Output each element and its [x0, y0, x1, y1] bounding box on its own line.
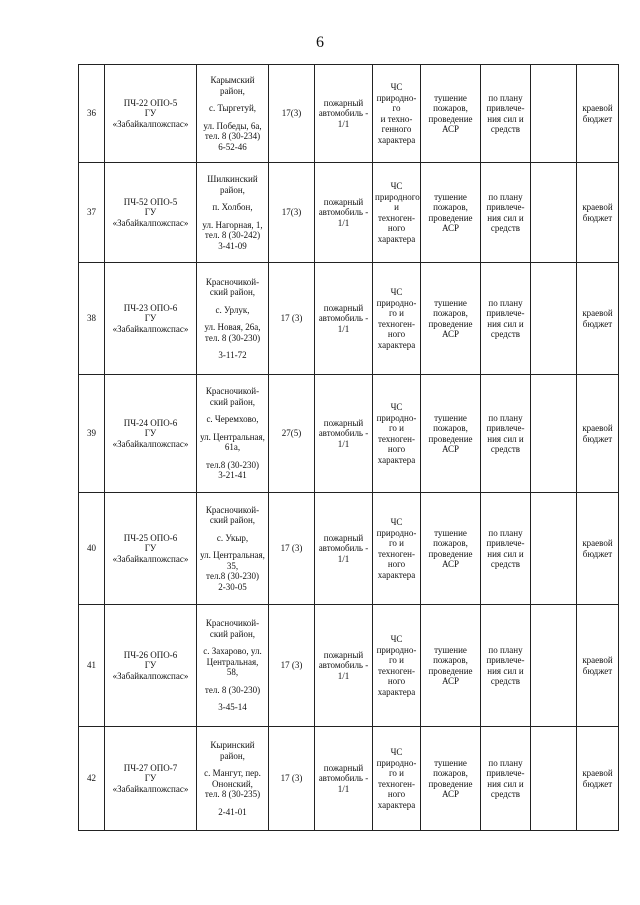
unit-address-line: Красночикой-	[205, 386, 260, 397]
unit-tasks-line: проведение	[428, 778, 473, 789]
unit-address-line: тел. 8 (30-234)	[204, 131, 261, 141]
emergency-type-line: ного	[387, 789, 406, 799]
unit-address-line: ский район,	[209, 396, 256, 407]
unit-address-line: тел. 8 (30-242)	[204, 230, 261, 240]
vehicle-info-line: 1/1	[337, 438, 350, 449]
row-number: 39	[79, 375, 105, 493]
row-number: 36	[79, 65, 105, 163]
unit-tasks	[421, 163, 481, 263]
deployment-plan-line: привлече-	[486, 308, 525, 318]
unit-address-line: с. Тыргетуй,	[208, 103, 257, 113]
funding-source-line: бюджет	[582, 212, 613, 223]
vehicle-info-line: пожарный	[323, 532, 364, 543]
emergency-type-line: ЧС	[390, 402, 403, 412]
unit-tasks-line: проведение	[428, 548, 473, 559]
table-row	[79, 163, 619, 263]
vehicle-info	[315, 493, 373, 605]
unit-name-line: «Забайкалпожспас»	[112, 323, 189, 334]
unit-name-line: ГУ	[144, 543, 157, 554]
unit-tasks-line: АСР	[441, 223, 460, 233]
deployment-plan-line: средств	[490, 559, 521, 569]
deployment-plan	[481, 65, 531, 163]
emergency-type-line: ного	[387, 559, 406, 569]
unit-address-line: 3-45-14	[218, 702, 247, 713]
emergency-type-line: техноген-	[377, 433, 415, 444]
funding-source-line: бюджет	[582, 548, 613, 559]
unit-address-line: ский район,	[209, 628, 256, 639]
unit-address-line: с. Захарово, ул.	[203, 646, 262, 657]
funding-source	[577, 727, 619, 831]
fire-units-table	[78, 64, 619, 831]
deployment-plan	[481, 375, 531, 493]
deployment-plan-line: ния сил и	[487, 665, 524, 676]
deployment-plan-line: ния сил и	[487, 212, 524, 223]
vehicle-info-line: автомобиль -	[318, 773, 369, 784]
emergency-type-line: характера	[377, 233, 416, 244]
extra-cell	[531, 65, 577, 163]
vehicle-info-line: 1/1	[337, 323, 350, 334]
vehicle-info	[315, 727, 373, 831]
unit-name-line: ГУ	[144, 773, 157, 784]
deployment-plan-line: средств	[490, 329, 521, 339]
table-row	[79, 375, 619, 493]
unit-address-line: Центральная,	[206, 656, 259, 667]
funding-source	[577, 65, 619, 163]
unit-address-line: тел. 8 (30-230)	[204, 684, 261, 695]
unit-tasks-line: тушение	[434, 644, 467, 655]
staff-count: 17 (3)	[269, 605, 315, 727]
deployment-plan-line: привлече-	[486, 423, 525, 433]
unit-tasks-line: тушение	[434, 297, 467, 308]
emergency-type-line: го и	[388, 768, 405, 778]
unit-name-line: «Забайкалпожспас»	[112, 783, 189, 794]
unit-tasks-line: тушение	[434, 527, 467, 538]
unit-address-line: Кыринский	[210, 740, 255, 750]
funding-source-line: краевой	[582, 768, 613, 778]
deployment-plan-line: по плану	[488, 527, 523, 538]
vehicle-info-line: пожарный	[323, 302, 364, 313]
vehicle-info	[315, 65, 373, 163]
unit-address-line: 2-30-05	[218, 581, 247, 592]
unit-address-line: Красночикой-	[205, 618, 260, 629]
vehicle-info-line: автомобиль -	[318, 207, 369, 218]
unit-tasks	[421, 605, 481, 727]
emergency-type-line: ЧС	[390, 82, 403, 92]
unit-name	[105, 605, 197, 727]
unit-address-line: тел. 8 (30-235)	[204, 789, 261, 799]
extra-cell	[531, 605, 577, 727]
unit-tasks-line: пожаров,	[433, 768, 468, 778]
emergency-type-line: ного	[387, 223, 406, 233]
vehicle-info-line: пожарный	[323, 649, 364, 660]
emergency-type-line: ного	[387, 444, 406, 454]
unit-address-line: 35,	[226, 560, 239, 571]
unit-tasks-line: АСР	[441, 789, 460, 799]
funding-source-line: краевой	[582, 655, 613, 665]
unit-tasks-line: пожаров,	[433, 655, 468, 665]
emergency-type-line: и техно-	[380, 113, 413, 124]
unit-tasks-line: АСР	[441, 444, 460, 454]
funding-source-line: краевой	[582, 103, 613, 113]
unit-name-line: ПЧ-27 ОПО-7	[123, 762, 178, 773]
unit-tasks-line: проведение	[428, 113, 473, 124]
staff-count: 17 (3)	[269, 493, 315, 605]
funding-source-line: бюджет	[582, 778, 613, 789]
row-number: 41	[79, 605, 105, 727]
emergency-type-line: и	[394, 202, 399, 212]
emergency-type-line: го и	[388, 538, 405, 548]
emergency-type-line: техноген-	[377, 548, 415, 559]
deployment-plan-line: привлече-	[486, 655, 525, 665]
unit-name	[105, 263, 197, 375]
unit-name	[105, 375, 197, 493]
funding-source	[577, 163, 619, 263]
unit-address-line: район,	[220, 750, 245, 761]
emergency-type-line: го и	[388, 423, 405, 433]
unit-address-line: п. Холбон,	[212, 202, 253, 212]
vehicle-info-line: 1/1	[337, 118, 350, 129]
funding-source-line: краевой	[582, 538, 613, 548]
deployment-plan-line: привлече-	[486, 538, 525, 548]
deployment-plan-line: привлече-	[486, 768, 525, 778]
deployment-plan-line: ния сил и	[487, 548, 524, 559]
page-number: 6	[316, 34, 324, 51]
unit-name-line: «Забайкалпожспас»	[112, 118, 189, 129]
emergency-type-line: природного	[375, 191, 420, 202]
unit-tasks-line: проведение	[428, 318, 473, 329]
funding-source	[577, 263, 619, 375]
unit-address-line: с. Мангут, пер.	[204, 768, 261, 778]
unit-tasks-line: АСР	[441, 124, 460, 134]
deployment-plan	[481, 493, 531, 605]
deployment-plan-line: ния сил и	[487, 113, 524, 124]
unit-tasks-line: пожаров,	[433, 423, 468, 433]
unit-address-line: с. Урлук,	[215, 304, 250, 315]
deployment-plan-line: средств	[490, 676, 521, 686]
unit-address-line: Карымский	[210, 75, 255, 85]
vehicle-info-line: автомобиль -	[318, 660, 369, 671]
vehicle-info-line: пожарный	[323, 196, 364, 207]
deployment-plan	[481, 263, 531, 375]
unit-tasks	[421, 493, 481, 605]
vehicle-info	[315, 375, 373, 493]
unit-address-line: ский район,	[209, 515, 256, 526]
vehicle-info-line: 1/1	[337, 670, 350, 681]
emergency-type-line: ЧС	[390, 634, 403, 644]
emergency-type-line: природно-	[376, 92, 417, 103]
unit-name-line: ПЧ-26 ОПО-6	[123, 649, 178, 660]
unit-address-line: район,	[220, 184, 245, 195]
emergency-type-line: ЧС	[390, 517, 403, 527]
deployment-plan-line: по плану	[488, 412, 523, 423]
deployment-plan-line: средств	[490, 223, 521, 233]
unit-address-line: тел.8 (30-230)	[206, 459, 259, 470]
unit-tasks-line: пожаров,	[433, 103, 468, 113]
unit-name	[105, 163, 197, 263]
unit-tasks-line: АСР	[441, 559, 460, 569]
unit-address-line: Шилкинский	[207, 174, 258, 184]
vehicle-info-line: пожарный	[323, 97, 364, 108]
unit-name-line: ГУ	[144, 108, 157, 119]
vehicle-info-line: автомобиль -	[318, 543, 369, 554]
unit-tasks-line: проведение	[428, 212, 473, 223]
unit-address-line: 2-41-01	[218, 806, 247, 817]
unit-name-line: ПЧ-23 ОПО-6	[123, 302, 178, 313]
funding-source-line: бюджет	[582, 113, 613, 124]
deployment-plan-line: ния сил и	[487, 318, 524, 329]
unit-name-line: «Забайкалпожспас»	[112, 438, 189, 449]
unit-address	[197, 727, 269, 831]
extra-cell	[531, 163, 577, 263]
emergency-type-line: техноген-	[377, 665, 415, 676]
unit-address-line: ул. Новая, 26а,	[204, 322, 261, 332]
unit-address-line: Красночикой-	[205, 276, 260, 287]
funding-source	[577, 375, 619, 493]
extra-cell	[531, 727, 577, 831]
funding-source	[577, 493, 619, 605]
unit-tasks-line: проведение	[428, 665, 473, 676]
unit-address-line: 3-41-09	[218, 240, 247, 251]
deployment-plan-line: по плану	[488, 757, 523, 768]
vehicle-info	[315, 605, 373, 727]
unit-name-line: ГУ	[144, 313, 157, 324]
deployment-plan	[481, 163, 531, 263]
unit-address-line: тел. 8 (30-230)	[204, 332, 261, 343]
unit-address-line: ул. Нагорная, 1,	[202, 219, 263, 230]
unit-tasks-line: тушение	[434, 757, 467, 768]
unit-name	[105, 65, 197, 163]
staff-count: 17(3)	[269, 65, 315, 163]
unit-address-line: 61а,	[224, 442, 241, 453]
table-row	[79, 493, 619, 605]
deployment-plan-line: по плану	[488, 92, 523, 103]
unit-address-line: с. Укыр,	[216, 532, 249, 543]
unit-address-line: Ононский,	[212, 778, 253, 789]
unit-address-line: 3-21-41	[218, 470, 247, 481]
unit-tasks	[421, 727, 481, 831]
staff-count: 27(5)	[269, 375, 315, 493]
deployment-plan-line: средств	[490, 789, 521, 799]
table-row	[79, 605, 619, 727]
table-body	[79, 65, 619, 831]
unit-address	[197, 263, 269, 375]
unit-name	[105, 493, 197, 605]
unit-tasks	[421, 375, 481, 493]
table-row	[79, 65, 619, 163]
table-row	[79, 727, 619, 831]
emergency-type-line: ного	[387, 329, 406, 339]
row-number: 37	[79, 163, 105, 263]
vehicle-info-line: автомобиль -	[318, 108, 369, 119]
emergency-type-line: техноген-	[377, 318, 415, 329]
emergency-type-line: природно-	[376, 412, 417, 423]
emergency-type-line: природно-	[376, 644, 417, 655]
vehicle-info-line: пожарный	[323, 762, 364, 773]
funding-source-line: краевой	[582, 308, 613, 318]
unit-tasks-line: пожаров,	[433, 308, 468, 318]
unit-name-line: ГУ	[144, 207, 157, 218]
unit-name-line: ПЧ-22 ОПО-5	[123, 97, 178, 108]
vehicle-info-line: 1/1	[337, 553, 350, 564]
extra-cell	[531, 263, 577, 375]
table-row	[79, 263, 619, 375]
unit-tasks	[421, 65, 481, 163]
extra-cell	[531, 493, 577, 605]
emergency-type-line: генного	[381, 124, 412, 134]
emergency-type-line: го и	[388, 655, 405, 665]
vehicle-info	[315, 163, 373, 263]
deployment-plan-line: ния сил и	[487, 433, 524, 444]
unit-address-line: с. Черемхово,	[206, 414, 259, 425]
emergency-type-line: ЧС	[390, 747, 403, 757]
emergency-type-line: го	[392, 103, 401, 113]
unit-tasks-line: пожаров,	[433, 202, 468, 212]
deployment-plan-line: средств	[490, 124, 521, 134]
unit-address-line: Красночикой-	[205, 504, 260, 515]
unit-address	[197, 375, 269, 493]
deployment-plan-line: привлече-	[486, 103, 525, 113]
emergency-type	[373, 263, 421, 375]
unit-name-line: ПЧ-52 ОПО-5	[123, 196, 178, 207]
emergency-type-line: природно-	[376, 757, 417, 768]
deployment-plan-line: по плану	[488, 191, 523, 202]
unit-address-line: тел.8 (30-230)	[206, 571, 259, 582]
unit-name-line: «Забайкалпожспас»	[112, 670, 189, 681]
unit-name-line: «Забайкалпожспас»	[112, 553, 189, 564]
unit-name-line: ГУ	[144, 428, 157, 439]
unit-tasks-line: тушение	[434, 412, 467, 423]
funding-source-line: краевой	[582, 202, 613, 212]
unit-name-line: ПЧ-24 ОПО-6	[123, 417, 178, 428]
unit-name-line: «Забайкалпожспас»	[112, 217, 189, 228]
emergency-type-line: характера	[377, 569, 416, 580]
unit-address-line: ул. Центральная,	[200, 550, 265, 561]
unit-name-line: ГУ	[144, 660, 157, 671]
deployment-plan	[481, 605, 531, 727]
deployment-plan-line: средств	[490, 444, 521, 454]
vehicle-info	[315, 263, 373, 375]
staff-count: 17 (3)	[269, 727, 315, 831]
unit-name-line: ПЧ-25 ОПО-6	[123, 532, 178, 543]
row-number: 42	[79, 727, 105, 831]
unit-address	[197, 163, 269, 263]
staff-count: 17(3)	[269, 163, 315, 263]
funding-source-line: бюджет	[582, 318, 613, 329]
unit-address	[197, 493, 269, 605]
deployment-plan-line: по плану	[488, 297, 523, 308]
emergency-type-line: природно-	[376, 527, 417, 538]
unit-tasks-line: пожаров,	[433, 538, 468, 548]
unit-address	[197, 65, 269, 163]
deployment-plan-line: привлече-	[486, 202, 525, 212]
unit-tasks-line: тушение	[434, 191, 467, 202]
emergency-type-line: техноген-	[377, 778, 415, 789]
vehicle-info-line: пожарный	[323, 417, 364, 428]
unit-address-line: ул. Центральная,	[200, 431, 265, 442]
emergency-type	[373, 375, 421, 493]
emergency-type-line: ного	[387, 676, 406, 686]
vehicle-info-line: 1/1	[337, 783, 350, 794]
unit-address	[197, 605, 269, 727]
extra-cell	[531, 375, 577, 493]
emergency-type-line: характера	[377, 686, 416, 697]
deployment-plan	[481, 727, 531, 831]
unit-tasks-line: АСР	[441, 329, 460, 339]
emergency-type-line: го и	[388, 308, 405, 318]
emergency-type-line: техноген-	[377, 212, 415, 223]
vehicle-info-line: автомобиль -	[318, 313, 369, 324]
emergency-type	[373, 727, 421, 831]
unit-address-line: 58,	[226, 667, 239, 678]
unit-address-line: район,	[220, 85, 245, 96]
unit-tasks-line: АСР	[441, 676, 460, 686]
unit-address-line: 3-11-72	[218, 350, 247, 360]
unit-tasks-line: тушение	[434, 92, 467, 103]
emergency-type	[373, 493, 421, 605]
unit-tasks	[421, 263, 481, 375]
deployment-plan-line: ния сил и	[487, 778, 524, 789]
vehicle-info-line: автомобиль -	[318, 428, 369, 439]
unit-tasks-line: проведение	[428, 433, 473, 444]
deployment-plan-line: по плану	[488, 644, 523, 655]
unit-address-line: 6-52-46	[218, 141, 247, 152]
staff-count: 17 (3)	[269, 263, 315, 375]
unit-address-line: ский район,	[209, 287, 256, 297]
emergency-type	[373, 65, 421, 163]
emergency-type-line: характера	[377, 134, 416, 145]
emergency-type-line: характера	[377, 454, 416, 465]
emergency-type-line: характера	[377, 339, 416, 350]
funding-source-line: бюджет	[582, 433, 613, 444]
emergency-type-line: характера	[377, 799, 416, 810]
funding-source-line: бюджет	[582, 665, 613, 676]
vehicle-info-line: 1/1	[337, 217, 350, 228]
emergency-type-line: ЧС	[390, 181, 403, 191]
emergency-type-line: природно-	[376, 297, 417, 308]
row-number: 40	[79, 493, 105, 605]
emergency-type	[373, 163, 421, 263]
unit-address-line: ул. Победы, 6а,	[203, 120, 262, 131]
funding-source	[577, 605, 619, 727]
emergency-type-line: ЧС	[390, 287, 403, 297]
unit-name	[105, 727, 197, 831]
row-number: 38	[79, 263, 105, 375]
emergency-type	[373, 605, 421, 727]
funding-source-line: краевой	[582, 423, 613, 433]
